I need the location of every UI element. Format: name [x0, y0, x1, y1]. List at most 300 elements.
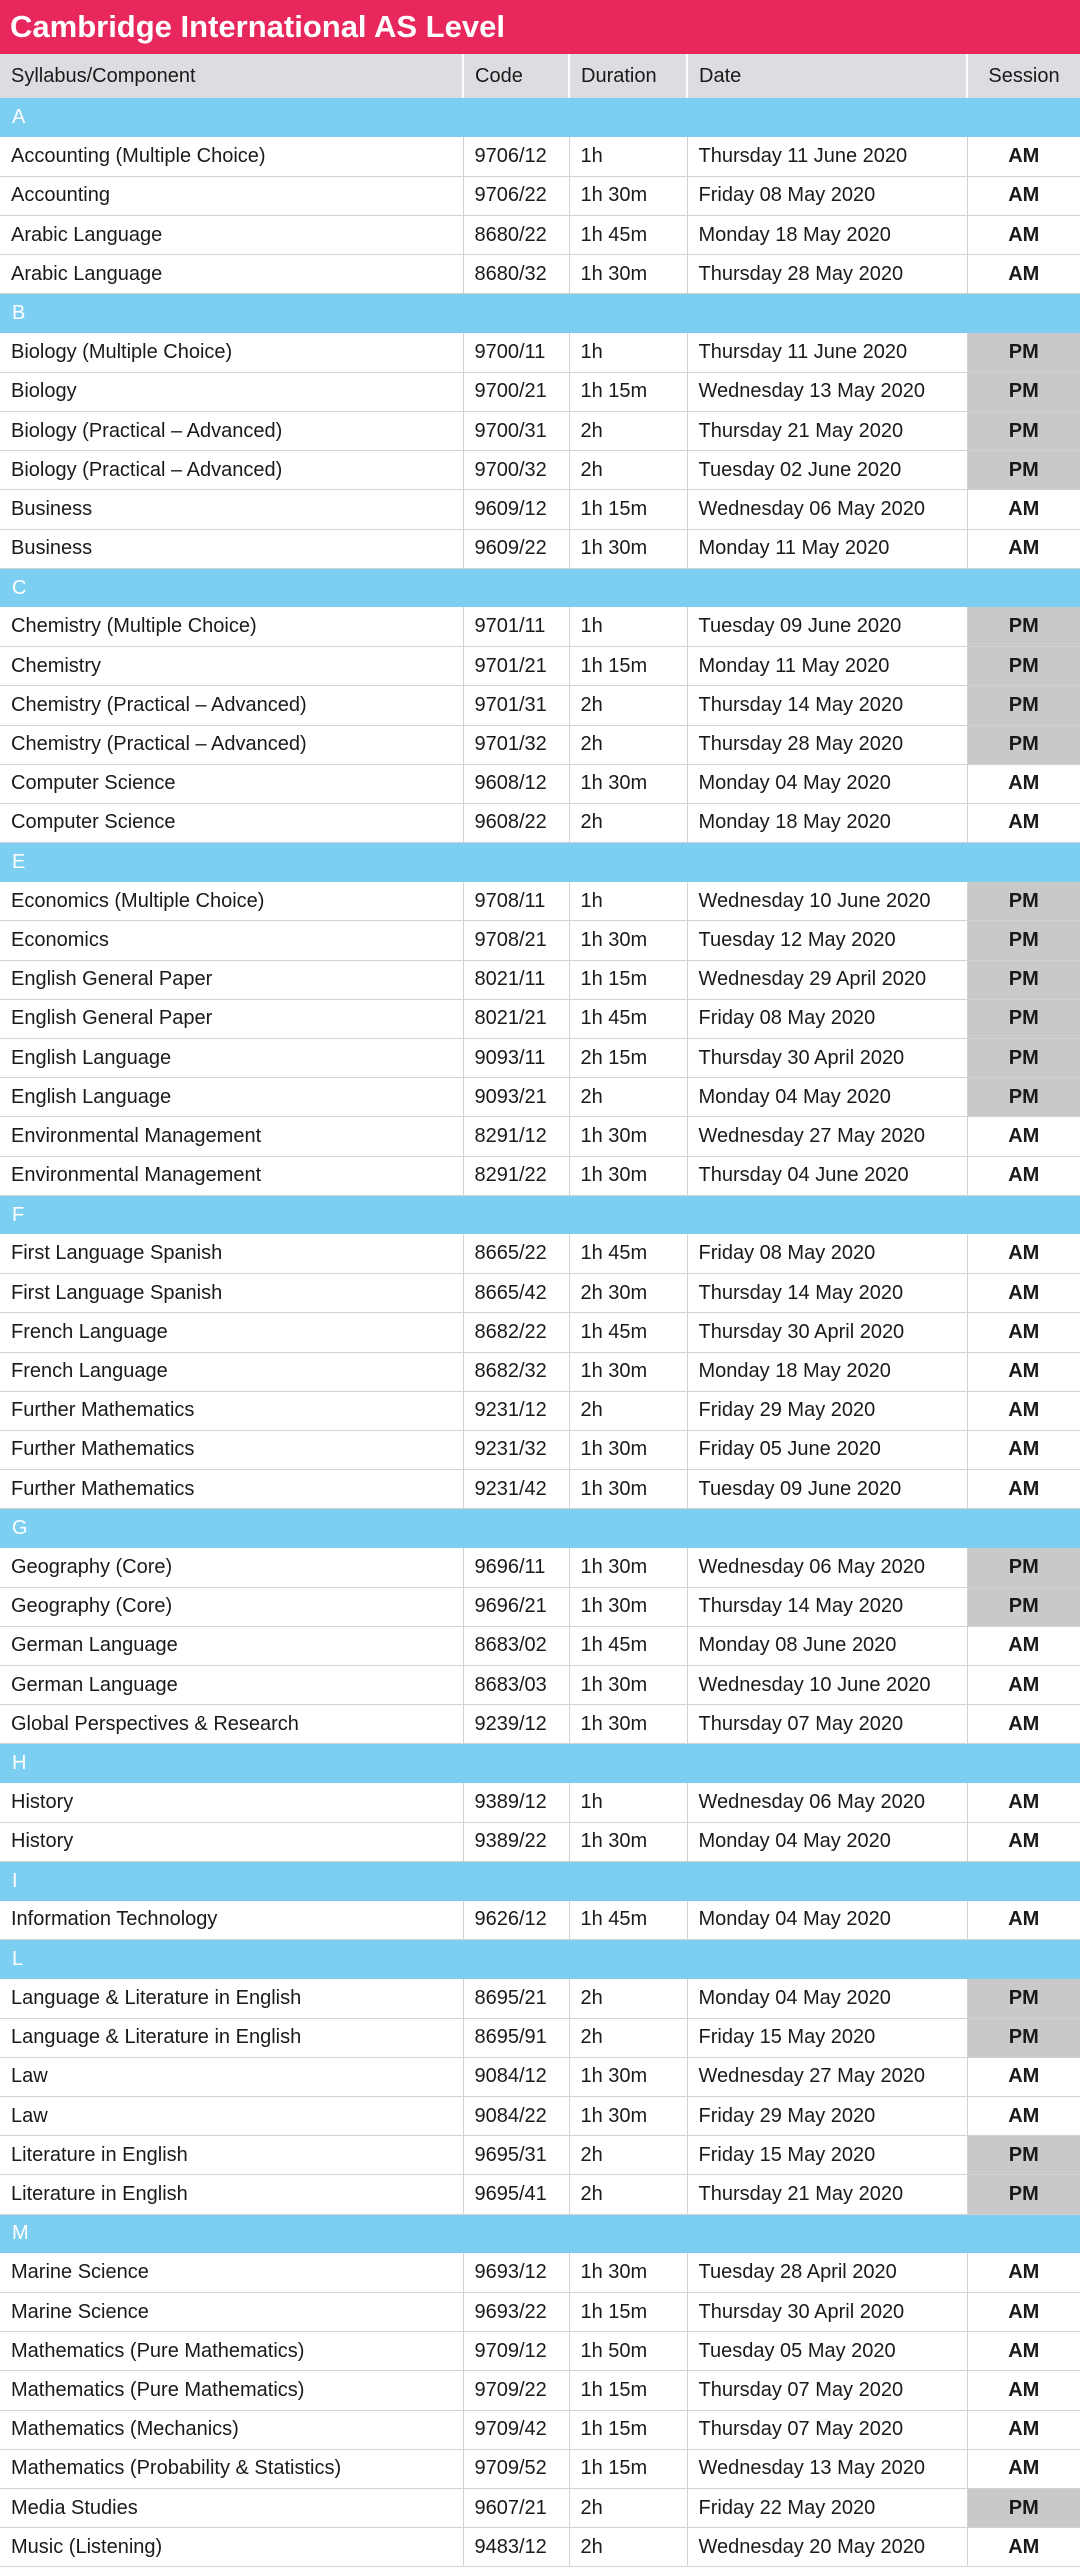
table-row — [0, 2371, 1080, 2410]
section-letter: C — [0, 568, 1080, 607]
timetable — [0, 54, 1080, 2567]
section-letter: B — [0, 294, 1080, 333]
cell-session: AM — [967, 2293, 1080, 2332]
table-row — [0, 2332, 1080, 2371]
cell-date: Monday 04 May 2020 — [687, 1822, 967, 1861]
cell-syllabus: Further Mathematics — [0, 1470, 463, 1509]
cell-date: Thursday 28 May 2020 — [687, 725, 967, 764]
cell-code: 9231/32 — [463, 1430, 569, 1469]
cell-syllabus: Chemistry (Practical – Advanced) — [0, 725, 463, 764]
cell-syllabus: History — [0, 1822, 463, 1861]
table-row — [0, 803, 1080, 842]
cell-syllabus: First Language Spanish — [0, 1274, 463, 1313]
cell-date: Monday 08 June 2020 — [687, 1626, 967, 1665]
page-title: Cambridge International AS Level — [0, 0, 1080, 54]
cell-syllabus: Music (Listening) — [0, 2528, 463, 2567]
cell-date: Friday 08 May 2020 — [687, 1234, 967, 1273]
cell-duration: 1h 45m — [569, 216, 687, 255]
table-row — [0, 1313, 1080, 1352]
cell-syllabus: Mathematics (Pure Mathematics) — [0, 2332, 463, 2371]
table-row — [0, 1587, 1080, 1626]
cell-session: PM — [967, 412, 1080, 451]
cell-duration: 1h 30m — [569, 1117, 687, 1156]
table-row — [0, 882, 1080, 921]
cell-syllabus: Chemistry (Practical – Advanced) — [0, 686, 463, 725]
section-header-row — [0, 2214, 1080, 2253]
table-row — [0, 1234, 1080, 1273]
cell-code: 8683/02 — [463, 1626, 569, 1665]
table-body — [0, 98, 1080, 2567]
cell-syllabus: English General Paper — [0, 960, 463, 999]
cell-session: PM — [967, 882, 1080, 921]
cell-code: 9701/11 — [463, 607, 569, 646]
table-row — [0, 490, 1080, 529]
cell-date: Monday 11 May 2020 — [687, 647, 967, 686]
table-row — [0, 647, 1080, 686]
table-row — [0, 2410, 1080, 2449]
cell-session: AM — [967, 2097, 1080, 2136]
section-header-row — [0, 1744, 1080, 1783]
cell-date: Wednesday 27 May 2020 — [687, 2057, 967, 2096]
cell-code: 9231/42 — [463, 1470, 569, 1509]
cell-session: AM — [967, 1391, 1080, 1430]
cell-date: Wednesday 20 May 2020 — [687, 2528, 967, 2567]
cell-syllabus: Geography (Core) — [0, 1548, 463, 1587]
cell-session: PM — [967, 2136, 1080, 2175]
cell-duration: 2h — [569, 412, 687, 451]
cell-code: 9701/21 — [463, 647, 569, 686]
table-row — [0, 921, 1080, 960]
cell-code: 9700/11 — [463, 333, 569, 372]
section-letter: E — [0, 843, 1080, 882]
cell-code: 9609/12 — [463, 490, 569, 529]
table-row — [0, 1979, 1080, 2018]
cell-syllabus: Chemistry (Multiple Choice) — [0, 607, 463, 646]
cell-code: 8695/91 — [463, 2018, 569, 2057]
cell-session: PM — [967, 960, 1080, 999]
cell-duration: 1h 45m — [569, 999, 687, 1038]
column-header-duration: Duration — [569, 54, 687, 98]
table-row — [0, 1822, 1080, 1861]
cell-code: 9389/22 — [463, 1822, 569, 1861]
cell-syllabus: Mathematics (Probability & Statistics) — [0, 2449, 463, 2488]
table-row — [0, 2488, 1080, 2527]
cell-code: 9693/12 — [463, 2253, 569, 2292]
cell-duration: 1h 30m — [569, 1666, 687, 1705]
cell-duration: 1h 30m — [569, 1352, 687, 1391]
cell-syllabus: German Language — [0, 1666, 463, 1705]
cell-duration: 1h — [569, 607, 687, 646]
cell-code: 9093/11 — [463, 1039, 569, 1078]
cell-duration: 2h — [569, 725, 687, 764]
cell-date: Tuesday 09 June 2020 — [687, 607, 967, 646]
cell-session: AM — [967, 2057, 1080, 2096]
cell-duration: 1h 15m — [569, 2449, 687, 2488]
cell-duration: 1h 45m — [569, 1313, 687, 1352]
cell-syllabus: Economics — [0, 921, 463, 960]
cell-syllabus: Environmental Management — [0, 1156, 463, 1195]
cell-date: Friday 15 May 2020 — [687, 2018, 967, 2057]
cell-syllabus: Biology (Practical – Advanced) — [0, 412, 463, 451]
cell-duration: 1h 45m — [569, 1901, 687, 1940]
cell-session: AM — [967, 1313, 1080, 1352]
cell-code: 8695/21 — [463, 1979, 569, 2018]
cell-code: 9709/12 — [463, 2332, 569, 2371]
section-header-row — [0, 1195, 1080, 1234]
cell-duration: 1h 50m — [569, 2332, 687, 2371]
table-row — [0, 2136, 1080, 2175]
cell-code: 9709/52 — [463, 2449, 569, 2488]
cell-duration: 1h 15m — [569, 372, 687, 411]
cell-session: AM — [967, 2449, 1080, 2488]
section-header-row — [0, 1509, 1080, 1548]
cell-date: Wednesday 06 May 2020 — [687, 1783, 967, 1822]
cell-session: AM — [967, 137, 1080, 176]
table-row — [0, 529, 1080, 568]
section-header-row — [0, 294, 1080, 333]
cell-date: Monday 04 May 2020 — [687, 1901, 967, 1940]
cell-syllabus: Economics (Multiple Choice) — [0, 882, 463, 921]
section-letter: H — [0, 1744, 1080, 1783]
cell-syllabus: Business — [0, 490, 463, 529]
table-row — [0, 137, 1080, 176]
cell-code: 8021/11 — [463, 960, 569, 999]
cell-code: 9695/31 — [463, 2136, 569, 2175]
section-header-row — [0, 1861, 1080, 1900]
cell-date: Tuesday 05 May 2020 — [687, 2332, 967, 2371]
cell-session: PM — [967, 1548, 1080, 1587]
cell-code: 9608/12 — [463, 764, 569, 803]
table-row — [0, 1626, 1080, 1665]
cell-duration: 1h 30m — [569, 1822, 687, 1861]
table-row — [0, 1548, 1080, 1587]
cell-duration: 1h 30m — [569, 1548, 687, 1587]
cell-syllabus: Further Mathematics — [0, 1430, 463, 1469]
cell-date: Friday 08 May 2020 — [687, 999, 967, 1038]
cell-duration: 1h 30m — [569, 1705, 687, 1744]
cell-session: PM — [967, 2018, 1080, 2057]
cell-duration: 2h — [569, 2488, 687, 2527]
cell-duration: 1h 30m — [569, 176, 687, 215]
section-letter: L — [0, 1940, 1080, 1979]
cell-syllabus: Biology (Practical – Advanced) — [0, 451, 463, 490]
cell-date: Thursday 11 June 2020 — [687, 137, 967, 176]
cell-syllabus: Information Technology — [0, 1901, 463, 1940]
cell-code: 9084/12 — [463, 2057, 569, 2096]
cell-duration: 1h 30m — [569, 2057, 687, 2096]
section-header-row — [0, 98, 1080, 137]
cell-duration: 1h 30m — [569, 2097, 687, 2136]
cell-code: 8291/12 — [463, 1117, 569, 1156]
cell-duration: 1h — [569, 1783, 687, 1822]
cell-syllabus: German Language — [0, 1626, 463, 1665]
cell-code: 9626/12 — [463, 1901, 569, 1940]
table-row — [0, 1783, 1080, 1822]
table-row — [0, 1470, 1080, 1509]
cell-date: Tuesday 02 June 2020 — [687, 451, 967, 490]
section-header-row — [0, 568, 1080, 607]
section-letter: G — [0, 1509, 1080, 1548]
cell-duration: 1h 30m — [569, 1470, 687, 1509]
cell-syllabus: Marine Science — [0, 2253, 463, 2292]
cell-date: Monday 04 May 2020 — [687, 764, 967, 803]
column-header-session: Session — [967, 54, 1080, 98]
cell-date: Thursday 28 May 2020 — [687, 255, 967, 294]
cell-date: Monday 04 May 2020 — [687, 1078, 967, 1117]
table-row — [0, 2097, 1080, 2136]
section-header-row — [0, 1940, 1080, 1979]
cell-duration: 1h 30m — [569, 2253, 687, 2292]
cell-duration: 1h 15m — [569, 2371, 687, 2410]
cell-session: PM — [967, 372, 1080, 411]
table-row — [0, 1705, 1080, 1744]
cell-date: Wednesday 06 May 2020 — [687, 490, 967, 529]
table-row — [0, 764, 1080, 803]
cell-date: Monday 11 May 2020 — [687, 529, 967, 568]
cell-session: AM — [967, 2371, 1080, 2410]
cell-date: Thursday 04 June 2020 — [687, 1156, 967, 1195]
cell-code: 9696/11 — [463, 1548, 569, 1587]
cell-duration: 1h 15m — [569, 647, 687, 686]
cell-code: 9608/22 — [463, 803, 569, 842]
cell-syllabus: Biology — [0, 372, 463, 411]
cell-syllabus: First Language Spanish — [0, 1234, 463, 1273]
column-header-code: Code — [463, 54, 569, 98]
cell-code: 9706/12 — [463, 137, 569, 176]
cell-session: AM — [967, 176, 1080, 215]
table-row — [0, 2293, 1080, 2332]
cell-session: AM — [967, 529, 1080, 568]
cell-date: Thursday 21 May 2020 — [687, 2175, 967, 2214]
cell-syllabus: English General Paper — [0, 999, 463, 1038]
column-header-syllabus: Syllabus/Component — [0, 54, 463, 98]
table-row — [0, 1039, 1080, 1078]
cell-syllabus: Literature in English — [0, 2175, 463, 2214]
cell-syllabus: English Language — [0, 1078, 463, 1117]
cell-duration: 2h 15m — [569, 1039, 687, 1078]
table-row — [0, 725, 1080, 764]
cell-code: 9700/21 — [463, 372, 569, 411]
table-row — [0, 372, 1080, 411]
cell-code: 9706/22 — [463, 176, 569, 215]
cell-code: 9701/31 — [463, 686, 569, 725]
table-row — [0, 1156, 1080, 1195]
cell-session: PM — [967, 647, 1080, 686]
cell-duration: 2h — [569, 2018, 687, 2057]
cell-date: Friday 08 May 2020 — [687, 176, 967, 215]
table-row — [0, 2175, 1080, 2214]
table-row — [0, 1666, 1080, 1705]
table-row — [0, 333, 1080, 372]
cell-syllabus: Environmental Management — [0, 1117, 463, 1156]
section-letter: M — [0, 2214, 1080, 2253]
cell-date: Tuesday 09 June 2020 — [687, 1470, 967, 1509]
cell-syllabus: Language & Literature in English — [0, 1979, 463, 2018]
cell-date: Tuesday 28 April 2020 — [687, 2253, 967, 2292]
cell-code: 8665/22 — [463, 1234, 569, 1273]
section-letter: A — [0, 98, 1080, 137]
cell-syllabus: Global Perspectives & Research — [0, 1705, 463, 1744]
cell-duration: 2h — [569, 1391, 687, 1430]
cell-date: Thursday 11 June 2020 — [687, 333, 967, 372]
cell-session: AM — [967, 764, 1080, 803]
cell-code: 9708/11 — [463, 882, 569, 921]
cell-code: 9607/21 — [463, 2488, 569, 2527]
cell-code: 8682/32 — [463, 1352, 569, 1391]
cell-duration: 2h — [569, 451, 687, 490]
section-letter: I — [0, 1861, 1080, 1900]
cell-duration: 1h 45m — [569, 1626, 687, 1665]
cell-session: AM — [967, 1783, 1080, 1822]
cell-syllabus: French Language — [0, 1352, 463, 1391]
table-row — [0, 2253, 1080, 2292]
cell-syllabus: History — [0, 1783, 463, 1822]
cell-session: PM — [967, 686, 1080, 725]
cell-date: Thursday 30 April 2020 — [687, 1313, 967, 1352]
cell-date: Thursday 14 May 2020 — [687, 1587, 967, 1626]
table-row — [0, 2528, 1080, 2567]
cell-session: AM — [967, 1234, 1080, 1273]
cell-syllabus: Further Mathematics — [0, 1391, 463, 1430]
cell-date: Wednesday 13 May 2020 — [687, 372, 967, 411]
cell-code: 9693/22 — [463, 2293, 569, 2332]
table-row — [0, 216, 1080, 255]
cell-session: PM — [967, 607, 1080, 646]
cell-code: 9708/21 — [463, 921, 569, 960]
cell-session: PM — [967, 1078, 1080, 1117]
column-header-date: Date — [687, 54, 967, 98]
cell-duration: 2h — [569, 1979, 687, 2018]
cell-duration: 2h — [569, 686, 687, 725]
cell-duration: 1h — [569, 137, 687, 176]
table-row — [0, 1117, 1080, 1156]
cell-date: Wednesday 13 May 2020 — [687, 2449, 967, 2488]
cell-session: AM — [967, 2253, 1080, 2292]
cell-syllabus: Law — [0, 2097, 463, 2136]
cell-date: Wednesday 27 May 2020 — [687, 1117, 967, 1156]
cell-code: 9483/12 — [463, 2528, 569, 2567]
cell-date: Thursday 21 May 2020 — [687, 412, 967, 451]
cell-syllabus: Mathematics (Mechanics) — [0, 2410, 463, 2449]
cell-session: AM — [967, 1470, 1080, 1509]
cell-syllabus: Computer Science — [0, 764, 463, 803]
table-row — [0, 960, 1080, 999]
cell-code: 8021/21 — [463, 999, 569, 1038]
table-row — [0, 1078, 1080, 1117]
cell-date: Monday 04 May 2020 — [687, 1979, 967, 2018]
cell-syllabus: Chemistry — [0, 647, 463, 686]
table-row — [0, 686, 1080, 725]
cell-code: 8680/32 — [463, 255, 569, 294]
cell-duration: 2h 30m — [569, 1274, 687, 1313]
cell-syllabus: Law — [0, 2057, 463, 2096]
table-row — [0, 1352, 1080, 1391]
cell-code: 9389/12 — [463, 1783, 569, 1822]
cell-code: 9695/41 — [463, 2175, 569, 2214]
section-header-row — [0, 843, 1080, 882]
cell-date: Wednesday 29 April 2020 — [687, 960, 967, 999]
cell-session: AM — [967, 1117, 1080, 1156]
cell-date: Wednesday 10 June 2020 — [687, 882, 967, 921]
cell-code: 9239/12 — [463, 1705, 569, 1744]
section-letter: F — [0, 1195, 1080, 1234]
cell-syllabus: Arabic Language — [0, 255, 463, 294]
cell-duration: 1h 30m — [569, 1430, 687, 1469]
cell-session: AM — [967, 255, 1080, 294]
cell-session: PM — [967, 999, 1080, 1038]
cell-code: 9093/21 — [463, 1078, 569, 1117]
cell-date: Wednesday 10 June 2020 — [687, 1666, 967, 1705]
cell-syllabus: Biology (Multiple Choice) — [0, 333, 463, 372]
cell-session: AM — [967, 1901, 1080, 1940]
table-row — [0, 1901, 1080, 1940]
cell-date: Thursday 07 May 2020 — [687, 1705, 967, 1744]
cell-date: Friday 15 May 2020 — [687, 2136, 967, 2175]
cell-date: Monday 18 May 2020 — [687, 216, 967, 255]
table-row — [0, 1274, 1080, 1313]
cell-session: PM — [967, 921, 1080, 960]
cell-duration: 1h 15m — [569, 490, 687, 529]
table-row — [0, 255, 1080, 294]
cell-session: PM — [967, 451, 1080, 490]
cell-duration: 1h 30m — [569, 1587, 687, 1626]
cell-session: AM — [967, 1666, 1080, 1705]
cell-date: Thursday 30 April 2020 — [687, 2293, 967, 2332]
cell-duration: 2h — [569, 1078, 687, 1117]
cell-duration: 1h 30m — [569, 921, 687, 960]
cell-syllabus: Mathematics (Pure Mathematics) — [0, 2371, 463, 2410]
cell-session: PM — [967, 2488, 1080, 2527]
cell-duration: 2h — [569, 2175, 687, 2214]
cell-session: PM — [967, 1039, 1080, 1078]
cell-date: Friday 29 May 2020 — [687, 2097, 967, 2136]
cell-syllabus: French Language — [0, 1313, 463, 1352]
table-row — [0, 176, 1080, 215]
cell-code: 9084/22 — [463, 2097, 569, 2136]
cell-session: AM — [967, 1156, 1080, 1195]
cell-syllabus: Media Studies — [0, 2488, 463, 2527]
cell-session: AM — [967, 2528, 1080, 2567]
cell-date: Thursday 14 May 2020 — [687, 1274, 967, 1313]
cell-code: 8291/22 — [463, 1156, 569, 1195]
cell-code: 9709/22 — [463, 2371, 569, 2410]
table-row — [0, 2449, 1080, 2488]
cell-code: 8680/22 — [463, 216, 569, 255]
cell-syllabus: Geography (Core) — [0, 1587, 463, 1626]
cell-date: Thursday 30 April 2020 — [687, 1039, 967, 1078]
cell-session: AM — [967, 2410, 1080, 2449]
table-header-row — [0, 54, 1080, 98]
table-row — [0, 1430, 1080, 1469]
cell-session: AM — [967, 1352, 1080, 1391]
cell-code: 9701/32 — [463, 725, 569, 764]
table-row — [0, 999, 1080, 1038]
cell-syllabus: Business — [0, 529, 463, 568]
cell-duration: 1h — [569, 333, 687, 372]
cell-duration: 1h 45m — [569, 1234, 687, 1273]
cell-code: 9696/21 — [463, 1587, 569, 1626]
cell-duration: 1h 30m — [569, 764, 687, 803]
cell-code: 9700/31 — [463, 412, 569, 451]
cell-duration: 1h 15m — [569, 960, 687, 999]
cell-syllabus: English Language — [0, 1039, 463, 1078]
cell-session: PM — [967, 2175, 1080, 2214]
cell-code: 9609/22 — [463, 529, 569, 568]
cell-duration: 2h — [569, 2528, 687, 2567]
cell-syllabus: Marine Science — [0, 2293, 463, 2332]
cell-session: AM — [967, 1626, 1080, 1665]
cell-code: 8682/22 — [463, 1313, 569, 1352]
